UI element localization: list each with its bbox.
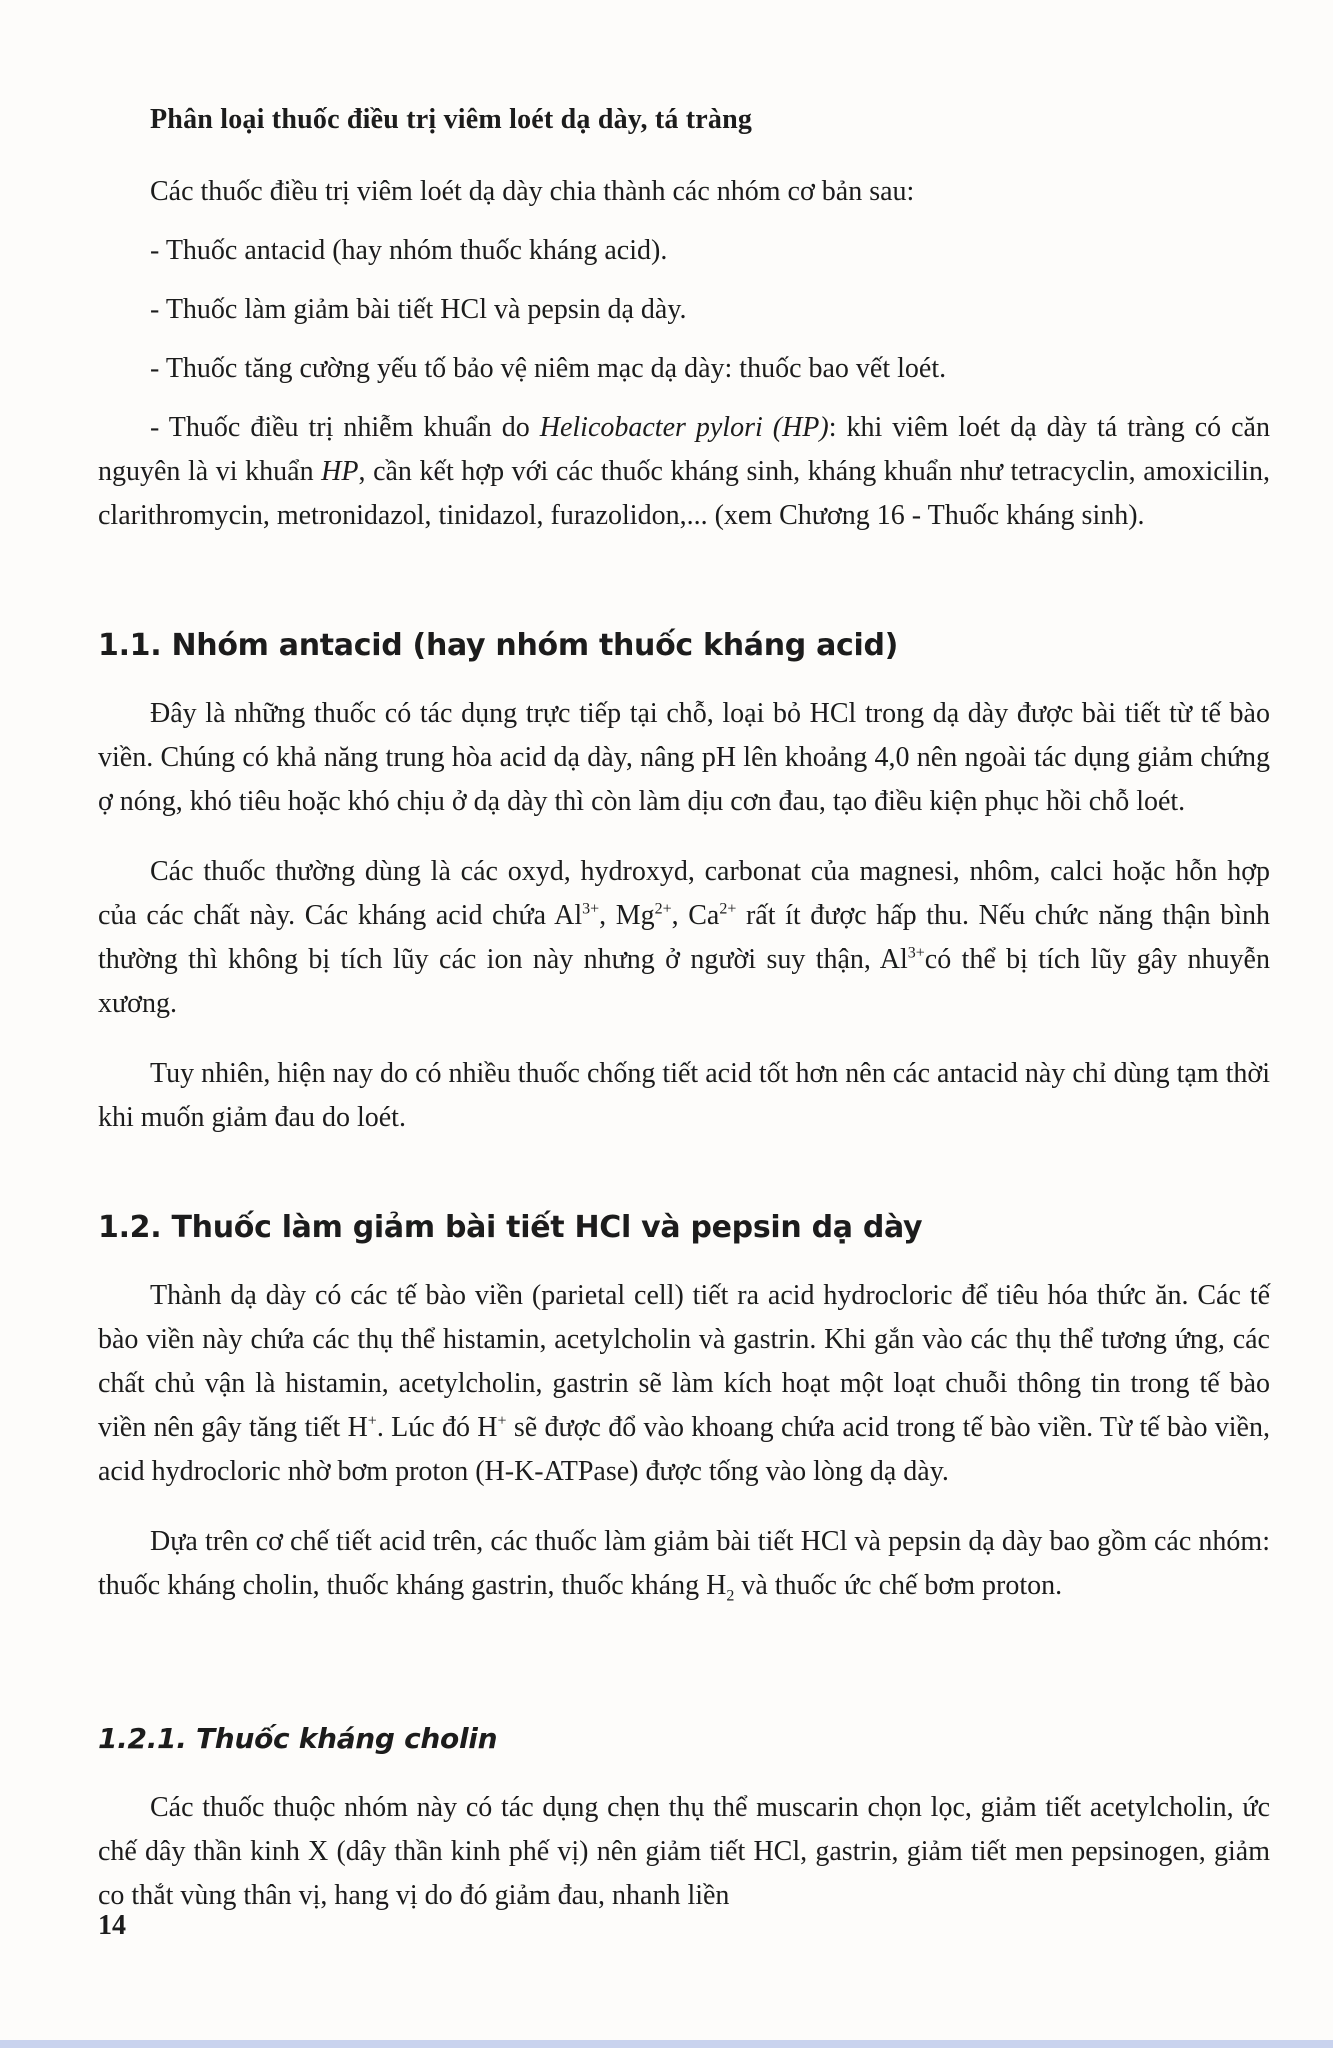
section-1-1-paragraph-1: Đây là những thuốc có tác dụng trực tiếp tại chỗ, loại bỏ HCl trong dạ dày được bài tiết từ tế bào viền. Chúng có khả năng trung hòa acid dạ dày, nâng pH lên khoảng 4,0 nên ngoài tác dụng giảm chứng ợ nóng, khó tiêu hoặc khó chịu ở dạ dày thì còn làm dịu cơn đau, tạo điều kiện phục hồi chỗ loét. [98,698,1270,817]
hp-organism: Helicobacter pylori (HP) [539,412,829,443]
p2-text-d: rất ít được hấp thu. Nếu chức năng thận bình thường thì không bị tích lũy các ion này nhưng ở người suy thận, Al [98,900,1270,975]
s12-p2-text-b: và thuốc ức chế bơm proton. [734,1570,1063,1601]
section-1-2-paragraph-2 [98,1520,1270,1608]
p2-sup-mg: 2+ [654,900,672,918]
s12-p2-sub-2: 2 [726,1587,735,1605]
classification-block [98,170,1270,538]
bottom-edge-strip [0,2040,1333,2048]
page-number: 14 [98,1910,126,1941]
p2-sup-ca: 2+ [719,900,737,918]
s12-p1-sup-h2: + [497,1412,507,1430]
section-1-1-body [98,692,1270,1140]
classification-item-protect: - Thuốc tăng cường yếu tố bảo vệ niêm mạc dạ dày: thuốc bao vết loét. [150,353,947,384]
p2-text-b: , Mg [599,900,655,931]
p2-sup-al2: 3+ [907,944,925,962]
classification-item-antacid: - Thuốc antacid (hay nhóm thuốc kháng acid). [150,235,668,266]
s12-p1-text-a: Thành dạ dày có các tế bào viền (parietal cell) tiết ra acid hydrocloric để tiêu hóa thức ăn. Các tế bào viền này chứa các thụ thể histamin, acetylcholin và gastrin. Khi gắn vào các thụ thể tương ứng, các chất chủ vận là histamin, acetylcholin, gastrin sẽ làm kích hoạt một loạt chuỗi thông tin trong tế bào viền nên gây tăng tiết H [98,1280,1270,1443]
hp-suffix: , cần kết hợp với các thuốc kháng sinh, kháng khuẩn như tetracyclin, amoxicilin, clarithromycin, metronidazol, tinidazol, furazolidon,... (xem Chương 16 - Thuốc kháng sinh). [98,456,1271,531]
section-1-1-heading: 1.1. Nhóm antacid (hay nhóm thuốc kháng acid) [98,628,899,663]
s12-p1-text-b: . Lúc đó H [376,1412,498,1443]
hp-organism-short: HP [321,456,359,487]
p2-text-e: có thể bị tích lũy gây nhuyễn xương. [98,944,1270,1019]
classification-intro: Các thuốc điều trị viêm loét dạ dày chia thành các nhóm cơ bản sau: [150,176,915,207]
p2-text-a: Các thuốc thường dùng là các oxyd, hydroxyd, carbonat của magnesi, nhôm, calci hoặc hỗn hợp của các chất này. Các kháng acid chứa Al [98,856,1270,931]
section-1-2-1-paragraph-1: Các thuốc thuộc nhóm này có tác dụng chẹn thụ thể muscarin chọn lọc, giảm tiết acetylcholin, ức chế dây thần kinh X (dây thần kinh phế vị) nên giảm tiết HCl, gastrin, giảm tiết men pepsinogen, giảm co thắt vùng thân vị, hang vị do đó giảm đau, nhanh liền [98,1792,1270,1911]
section-1-2-heading: 1.2. Thuốc làm giảm bài tiết HCl và pepsin dạ dày [98,1210,923,1245]
section-1-2-1-body [98,1786,1270,1918]
p2-text-c: , Ca [671,900,720,931]
classification-item-hcl: - Thuốc làm giảm bài tiết HCl và pepsin dạ dày. [150,294,687,325]
classification-heading: Phân loại thuốc điều trị viêm loét dạ dày, tá tràng [150,104,753,135]
section-1-1-paragraph-2 [98,850,1270,1026]
s12-p1-text-c: sẽ được đổ vào khoang chứa acid trong tế bào viền. Từ tế bào viền, acid hydrocloric nhờ bơm proton (H-K-ATPase) được tống vào lòng dạ dày. [98,1412,1270,1487]
classification-item-hp [98,406,1270,538]
s12-p2-text-a: Dựa trên cơ chế tiết acid trên, các thuốc làm giảm bài tiết HCl và pepsin dạ dày bao gồm các nhóm: thuốc kháng cholin, thuốc kháng gastrin, thuốc kháng H [98,1526,1270,1601]
p2-sup-al: 3+ [582,900,600,918]
section-1-2-paragraph-1 [98,1274,1270,1494]
hp-prefix: - Thuốc điều trị nhiễm khuẩn do [150,412,540,443]
section-1-1-paragraph-3: Tuy nhiên, hiện nay do có nhiều thuốc chống tiết acid tốt hơn nên các antacid này chỉ dùng tạm thời khi muốn giảm đau do loét. [98,1058,1270,1133]
hp-mid: : khi viêm loét dạ dày tá tràng có căn nguyên là vi khuẩn [98,412,1270,487]
section-1-2-1-heading: 1.2.1. Thuốc kháng cholin [98,1722,498,1755]
section-1-2-body [98,1274,1270,1608]
s12-p1-sup-h: + [367,1412,377,1430]
